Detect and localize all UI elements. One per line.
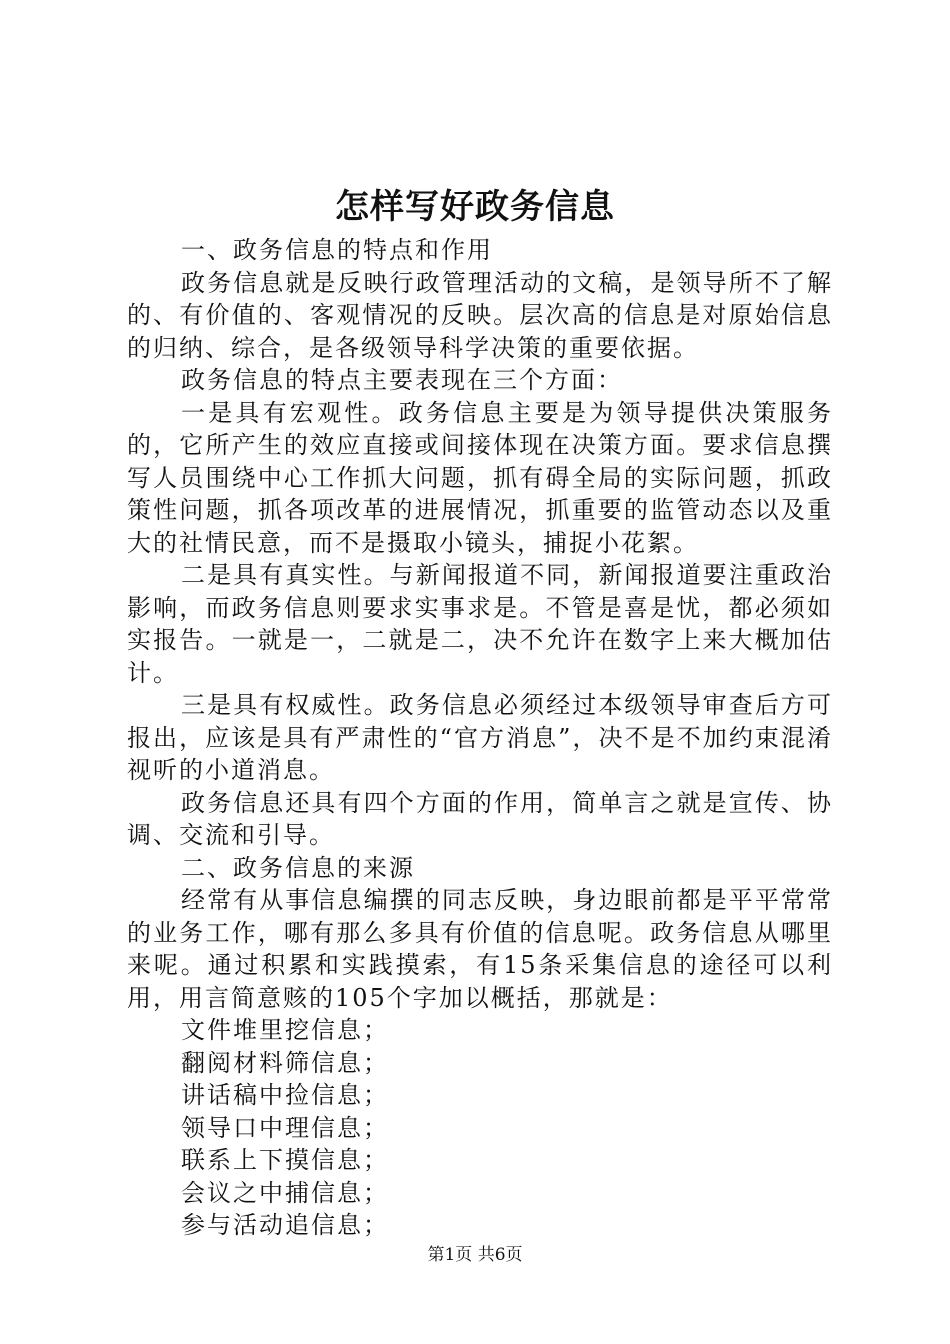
document-body — [127, 234, 833, 1242]
paragraph: 二是具有真实性。与新闻报道不同，新闻报道要注重政治影响，而政务信息则要求实事求是。不管是喜是忧，都必须如实报告。一就是一，二就是二，决不允许在数字上来大概加估计。 — [127, 561, 833, 687]
list-item: 联系上下摸信息； — [181, 1146, 389, 1174]
document-title: 怎样写好政务信息 — [335, 187, 615, 227]
page-footer: 第1页 共6页 — [427, 1245, 523, 1265]
list-item: 文件堆里挖信息； — [181, 1016, 389, 1044]
paragraph: 三是具有权威性。政务信息必须经过本级领导审查后方可报出，应该是具有严肃性的“官方消息”，决不是不加约束混淆视听的小道消息。 — [127, 691, 833, 784]
paragraph: 政务信息的特点主要表现在三个方面： — [181, 366, 623, 394]
paragraph: 政务信息还具有四个方面的作用，简单言之就是宣传、协调、交流和引导。 — [127, 788, 833, 849]
list-item: 领导口中理信息； — [181, 1113, 389, 1142]
paragraph: 政务信息就是反映行政管理活动的文稿，是领导所不了解的、有价值的、客观情况的反映。层次高的信息是对原始信息的归纳、综合，是各级领导科学决策的重要依据。 — [127, 268, 833, 362]
list-item: 参与活动追信息； — [181, 1211, 389, 1239]
paragraph: 一是具有宏观性。政务信息主要是为领导提供决策服务的，它所产生的效应直接或间接体现在决策方面。要求信息撰写人员围绕中心工作抓大问题，抓有碍全局的实际问题，抓政策性问题，抓各项改革的进展情况，抓重要的监管动态以及重大的社情民意，而不是摄取小镜头，捕捉小花絮。 — [127, 398, 833, 557]
list-item: 讲话稿中捡信息； — [181, 1081, 389, 1109]
list-item: 会议之中捕信息； — [181, 1178, 389, 1207]
section-heading: 二、政务信息的来源 — [181, 853, 415, 882]
list-item: 翻阅材料筛信息； — [181, 1048, 389, 1077]
section-heading: 一、政务信息的特点和作用 — [181, 236, 493, 264]
paragraph: 经常有从事信息编撰的同志反映，身边眼前都是平平常常的业务工作，哪有那么多具有价值的信息呢。政务信息从哪里来呢。通过积累和实践摸索，有15条采集信息的途径可以利用，用言简意赅的105个字加以概括，那就是： — [127, 886, 833, 1012]
